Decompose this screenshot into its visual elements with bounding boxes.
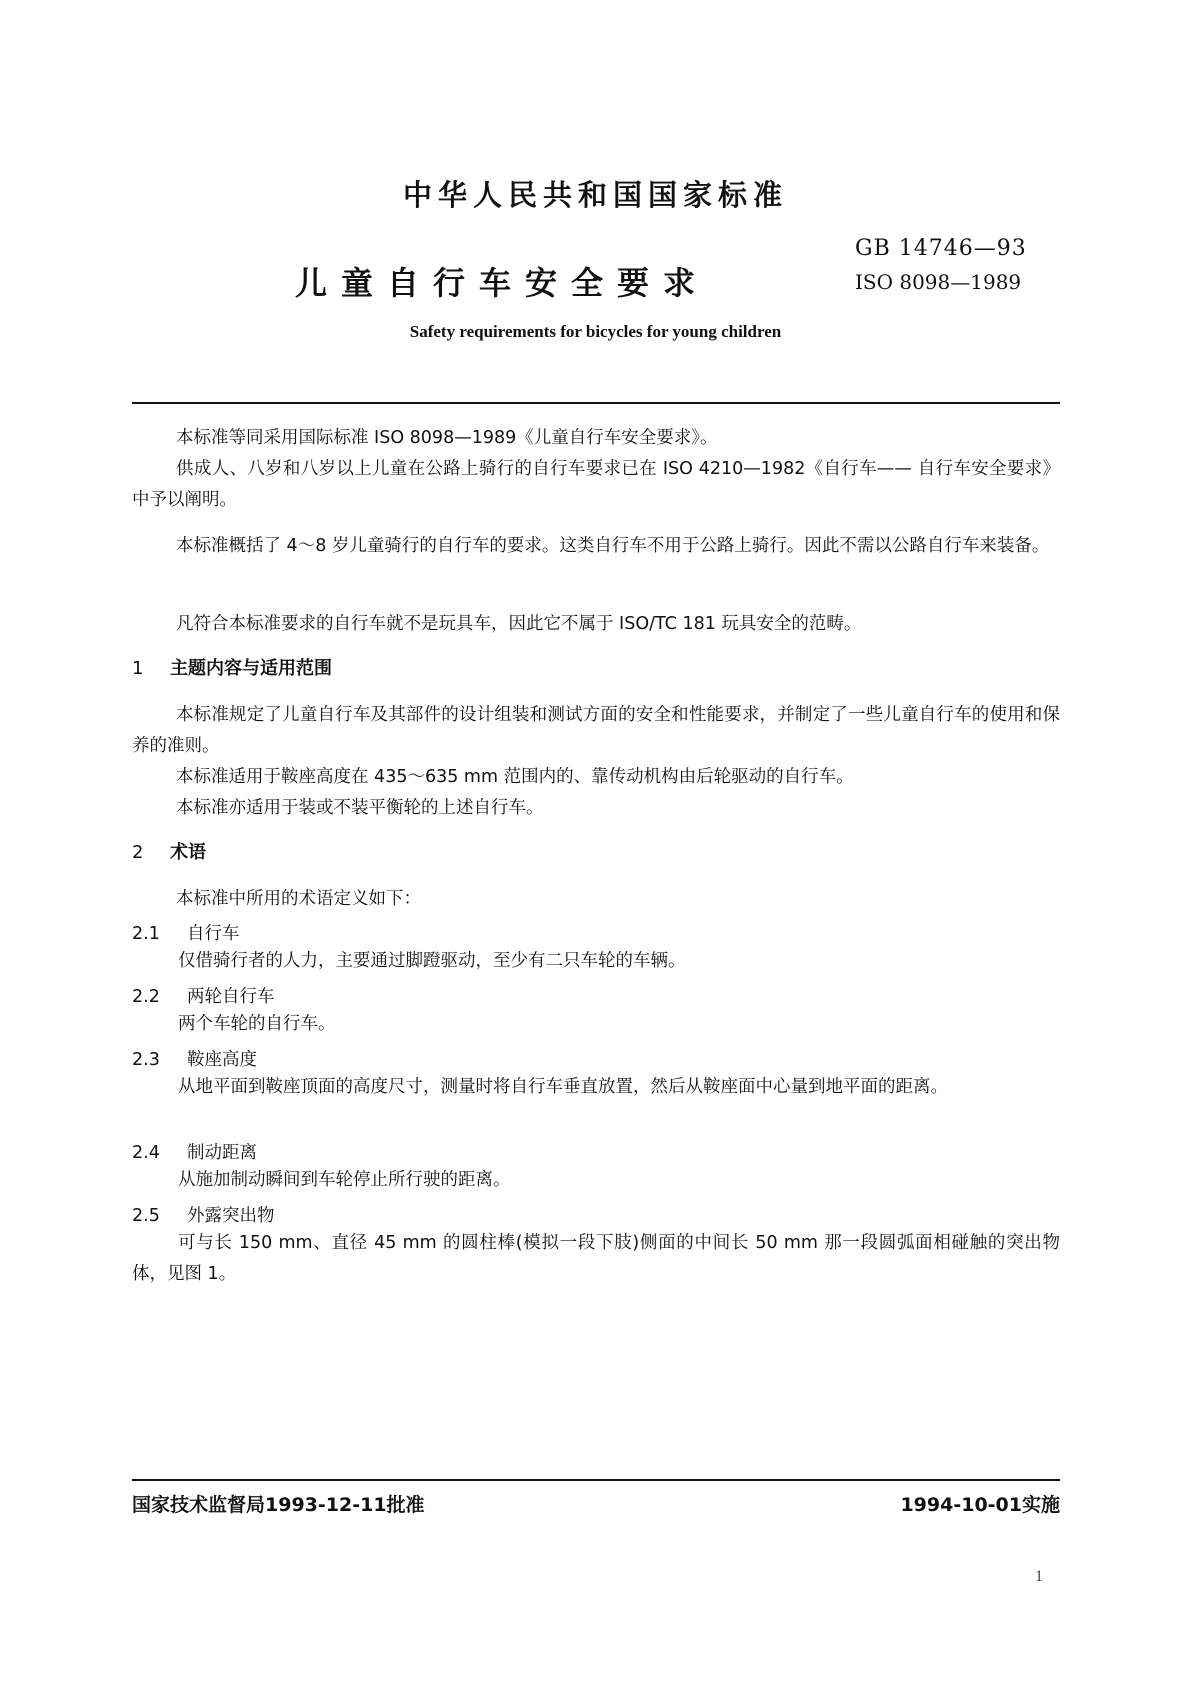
foreword-paragraph: 本标准概括了 4～8 岁儿童骑行的自行车的要求。这类自行车不用于公路上骑行。因此不需以公路自行车来装备。 xyxy=(176,536,1050,556)
document-title-en: Safety requirements for bicycles for young children xyxy=(409,322,782,341)
section-1-paragraph: 本标准亦适用于装或不装平衡轮的上述自行车。 xyxy=(176,798,544,818)
gb-standard-code: GB 14746—93 xyxy=(855,236,1027,261)
term-definition: 仅借骑行者的人力，主要通过脚蹬驱动，至少有二只车轮的车辆。 xyxy=(178,951,686,971)
section-number: 1 xyxy=(132,658,144,679)
term-heading xyxy=(132,1046,257,1071)
term-label: 鞍座高度 xyxy=(187,1050,257,1070)
section-1-paragraph: 本标准适用于鞍座高度在 435～635 mm 范围内的、靠传动机构由后轮驱动的自行车。 xyxy=(176,767,854,787)
term-definition: 从施加制动瞬间到车轮停止所行驶的距离。 xyxy=(178,1170,511,1190)
implementation-date: 1994-10-01实施 xyxy=(900,1494,1060,1516)
term-number: 2.3 xyxy=(132,1050,160,1070)
foreword-paragraph: 供成人、八岁和八岁以上儿童在公路上骑行的自行车要求已在 ISO 4210—1982《自行车—— 自行车安全要求》中予以阐明。 xyxy=(132,459,1060,510)
section-title: 主题内容与适用范围 xyxy=(170,658,332,679)
footer-divider xyxy=(132,1479,1060,1481)
term-number: 2.2 xyxy=(132,987,160,1007)
document-title-cn: 儿童自行车安全要求 xyxy=(295,264,710,302)
page-number: 1 xyxy=(1035,1568,1043,1585)
term-number: 2.4 xyxy=(132,1143,160,1163)
section-1-paragraph: 本标准规定了儿童自行车及其部件的设计组装和测试方面的安全和性能要求，并制定了一些儿童自行车的使用和保养的准则。 xyxy=(132,705,1060,756)
term-definition: 两个车轮的自行车。 xyxy=(178,1014,336,1034)
national-standard-header: 中华人民共和国国家标准 xyxy=(402,178,788,212)
section-number: 2 xyxy=(132,842,144,863)
header-divider xyxy=(132,402,1060,404)
term-heading xyxy=(132,1202,275,1227)
approval-date: 国家技术监督局1993-12-11批准 xyxy=(132,1494,425,1516)
foreword-paragraph: 凡符合本标准要求的自行车就不是玩具车，因此它不属于 ISO/TC 181 玩具安全的范畴。 xyxy=(176,614,862,634)
term-label: 外露突出物 xyxy=(187,1206,275,1226)
term-number: 2.1 xyxy=(132,924,160,944)
term-heading xyxy=(132,1139,257,1164)
section-2-heading xyxy=(132,838,206,864)
term-definition: 从地平面到鞍座顶面的高度尺寸，测量时将自行车垂直放置，然后从鞍座面中心量到地平面的距离。 xyxy=(178,1077,948,1097)
iso-standard-code: ISO 8098—1989 xyxy=(855,270,1022,294)
term-definition: 可与长 150 mm、直径 45 mm 的圆柱棒(模拟一段下肢)侧面的中间长 50 mm 那一段圆弧面相碰触的突出物体，见图 1。 xyxy=(132,1233,1060,1284)
section-2-intro: 本标准中所用的术语定义如下： xyxy=(176,889,421,909)
section-title: 术语 xyxy=(170,842,206,863)
term-heading xyxy=(132,920,240,945)
term-heading xyxy=(132,983,275,1008)
foreword-paragraph: 本标准等同采用国际标准 ISO 8098—1989《儿童自行车安全要求》。 xyxy=(176,428,718,448)
term-label: 自行车 xyxy=(187,924,240,944)
section-1-heading xyxy=(132,654,332,680)
term-number: 2.5 xyxy=(132,1206,160,1226)
term-label: 制动距离 xyxy=(187,1143,257,1163)
term-label: 两轮自行车 xyxy=(187,987,275,1007)
